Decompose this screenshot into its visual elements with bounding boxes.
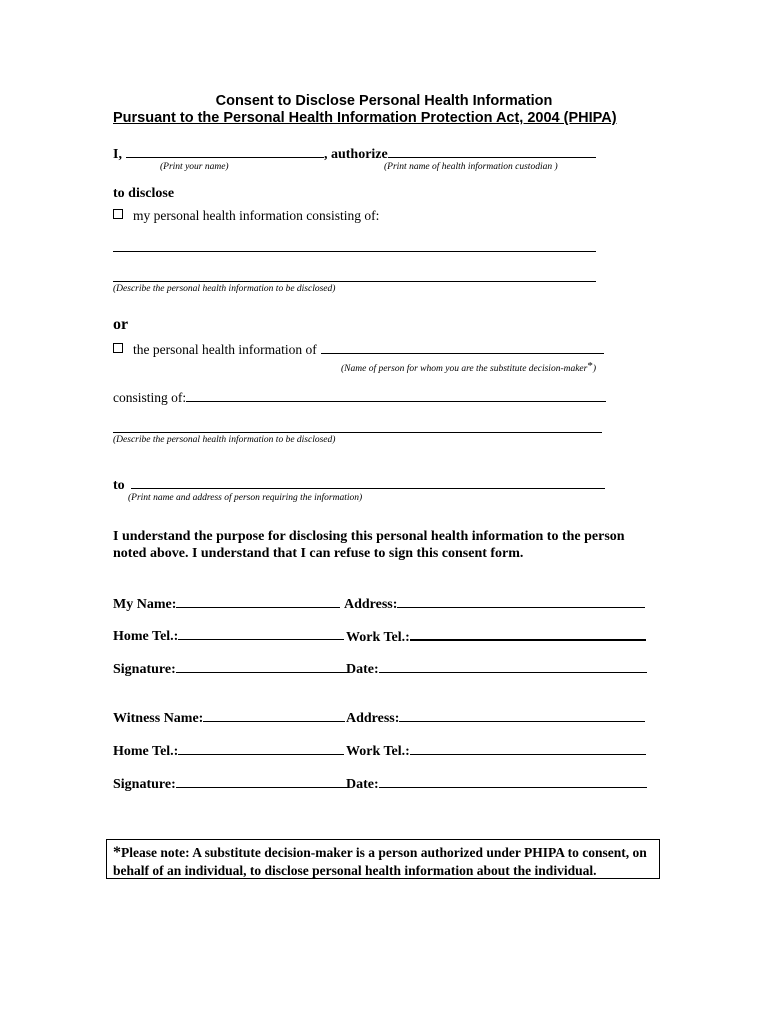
- witness-home-tel-field[interactable]: [178, 742, 344, 755]
- authorize-label: , authorize: [323, 147, 388, 162]
- witness-date-field[interactable]: [379, 775, 647, 788]
- witness-signature-row: [113, 775, 348, 793]
- or-label: or: [113, 316, 129, 333]
- option-other-person[interactable]: [113, 341, 604, 358]
- witness-home-tel-row: [113, 742, 344, 760]
- witness-work-tel-row: [346, 742, 646, 760]
- print-name-hint: (Print your name): [160, 162, 229, 172]
- understand-line-2: noted above. I understand that I can refuse to sign this consent form.: [113, 546, 524, 561]
- consisting-row: [113, 389, 606, 406]
- substitute-hint: [341, 360, 596, 374]
- work-tel-row: [346, 627, 646, 646]
- recipient-hint: (Print name and address of person requiring the information): [128, 493, 363, 503]
- substitute-hint-close: ): [592, 364, 597, 374]
- address-row: [344, 595, 645, 613]
- date-field[interactable]: [379, 660, 647, 673]
- to-label: to: [113, 478, 125, 493]
- address-field[interactable]: [397, 595, 645, 608]
- consisting-label: consisting of:: [113, 390, 187, 405]
- describe-hint-1: (Describe the personal health information to be disclosed): [113, 284, 336, 294]
- substitute-hint-text: (Name of person for whom you are the substitute decision-maker: [341, 364, 588, 374]
- custodian-hint: (Print name of health information custodian ): [384, 162, 558, 172]
- witness-address-row: [346, 709, 645, 727]
- home-tel-label: Home Tel.:: [113, 629, 179, 644]
- witness-name-row: [113, 709, 345, 727]
- date-label: Date:: [346, 662, 379, 677]
- other-person-name-field[interactable]: [321, 341, 604, 354]
- my-name-field[interactable]: [176, 595, 340, 608]
- witness-address-field[interactable]: [399, 709, 645, 722]
- authorization-row: [113, 145, 596, 163]
- work-tel-label: Work Tel.:: [346, 630, 410, 645]
- witness-home-tel-label: Home Tel.:: [113, 744, 179, 759]
- signature-label: Signature:: [113, 662, 176, 677]
- describe-hint-2: (Describe the personal health information to be disclosed): [113, 435, 336, 445]
- witness-date-label: Date:: [346, 777, 379, 792]
- work-tel-field[interactable]: [410, 627, 646, 641]
- custodian-name-field[interactable]: [388, 145, 596, 158]
- my-name-row: [113, 595, 340, 613]
- witness-name-field[interactable]: [203, 709, 345, 722]
- option-other-person-label: the personal health information of: [133, 342, 317, 357]
- note-text: Please note: A substitute decision-maker is a person authorized under PHIPA to consent, on behalf of an individual, to disclose personal health information about the individual.: [113, 845, 647, 878]
- substitute-note-box: [106, 839, 660, 879]
- my-name-label: My Name:: [113, 597, 177, 612]
- checkbox-own-info[interactable]: [113, 209, 123, 219]
- witness-date-row: [346, 775, 647, 793]
- option-own-info-label: my personal health information consisting of:: [133, 208, 380, 223]
- to-row: [113, 476, 605, 494]
- witness-signature-label: Signature:: [113, 777, 176, 792]
- witness-address-label: Address:: [346, 711, 400, 726]
- witness-name-label: Witness Name:: [113, 711, 204, 726]
- form-title: Consent to Disclose Personal Health Information: [215, 93, 553, 109]
- i-label: I,: [113, 147, 122, 162]
- home-tel-row: [113, 627, 344, 645]
- understand-line-1: I understand the purpose for disclosing this personal health information to the person: [113, 529, 625, 544]
- home-tel-field[interactable]: [178, 627, 344, 640]
- date-row: [346, 660, 647, 678]
- checkbox-other-person[interactable]: [113, 343, 123, 353]
- own-info-line-2[interactable]: [113, 281, 596, 282]
- own-info-line-1[interactable]: [113, 251, 596, 252]
- witness-work-tel-field[interactable]: [410, 742, 646, 755]
- consisting-field[interactable]: [186, 389, 606, 402]
- to-disclose-label: to disclose: [113, 186, 175, 201]
- note-asterisk: *: [113, 844, 121, 861]
- recipient-field[interactable]: [131, 476, 605, 489]
- form-subtitle: Pursuant to the Personal Health Information Protection Act, 2004 (PHIPA): [113, 110, 617, 126]
- option-own-info[interactable]: [113, 208, 379, 224]
- witness-signature-field[interactable]: [176, 775, 348, 788]
- substitute-asterisk: *: [587, 360, 593, 372]
- your-name-field[interactable]: [126, 145, 324, 158]
- signature-field[interactable]: [176, 660, 348, 673]
- address-label: Address:: [344, 597, 398, 612]
- witness-work-tel-label: Work Tel.:: [346, 744, 410, 759]
- signature-row: [113, 660, 348, 678]
- consisting-line-2[interactable]: [113, 432, 602, 433]
